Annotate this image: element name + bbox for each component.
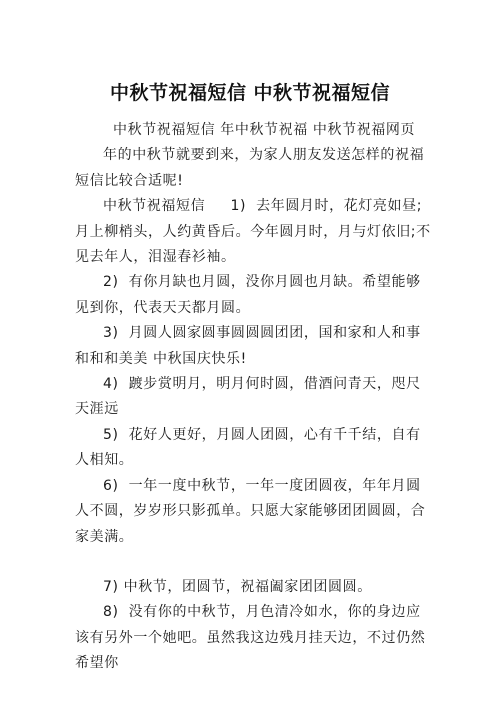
intro-paragraph: 年的中秋节就要到来，为家人朋友发送怎样的祝福短信比较合适呢! (75, 147, 425, 189)
document-title: 中秋节祝福短信 中秋节祝福短信 (109, 82, 391, 104)
blessing-item-2: 2) 有你月缺也月圆，没你月圆也月缺。希望能够见到你，代表天天都月圆。 (75, 274, 421, 316)
blessing-item-5: 5) 花好人更好，月圆人团圆，心有千千结，自有人相知。 (75, 426, 421, 469)
blessing-item-6: 6) 一年一度中秋节，一年一度团圆夜，年年月圆人不圆，岁岁形只影孤单。只愿大家能够团团圆圆，合家美满。 (75, 477, 426, 545)
document-subtitle: 中秋节祝福短信 年中秋节祝福 中秋节祝福网页 (113, 122, 416, 138)
blessing-item-3: 3) 月圆人圆家圆事圆圆圆团团，国和家和人和事和和和美美 中秋国庆快乐! (75, 325, 421, 367)
document-body (75, 118, 431, 677)
blessing-item-7: 7) 中秋节，团圆节，祝福阖家团团圆圆。 (103, 578, 372, 595)
blessing-item-4: 4) 踱步赏明月，明月何时圆，借酒问青天，咫尺天涯远 (75, 376, 421, 418)
blessing-item-8: 8) 没有你的中秋节，月色清冷如水，你的身边应该有另外一个她吧。虽然我这边残月挂天边，不过仍然希望你 (75, 604, 426, 672)
paragraph-spacer (75, 550, 431, 575)
blessing-item-1: 中秋节祝福短信 1) 去年圆月时，花灯亮如昼;月上柳梢头，人约黄昏后。今年圆月时，月与灯依旧;不见去年人，泪湿春衫袖。 (75, 198, 431, 266)
